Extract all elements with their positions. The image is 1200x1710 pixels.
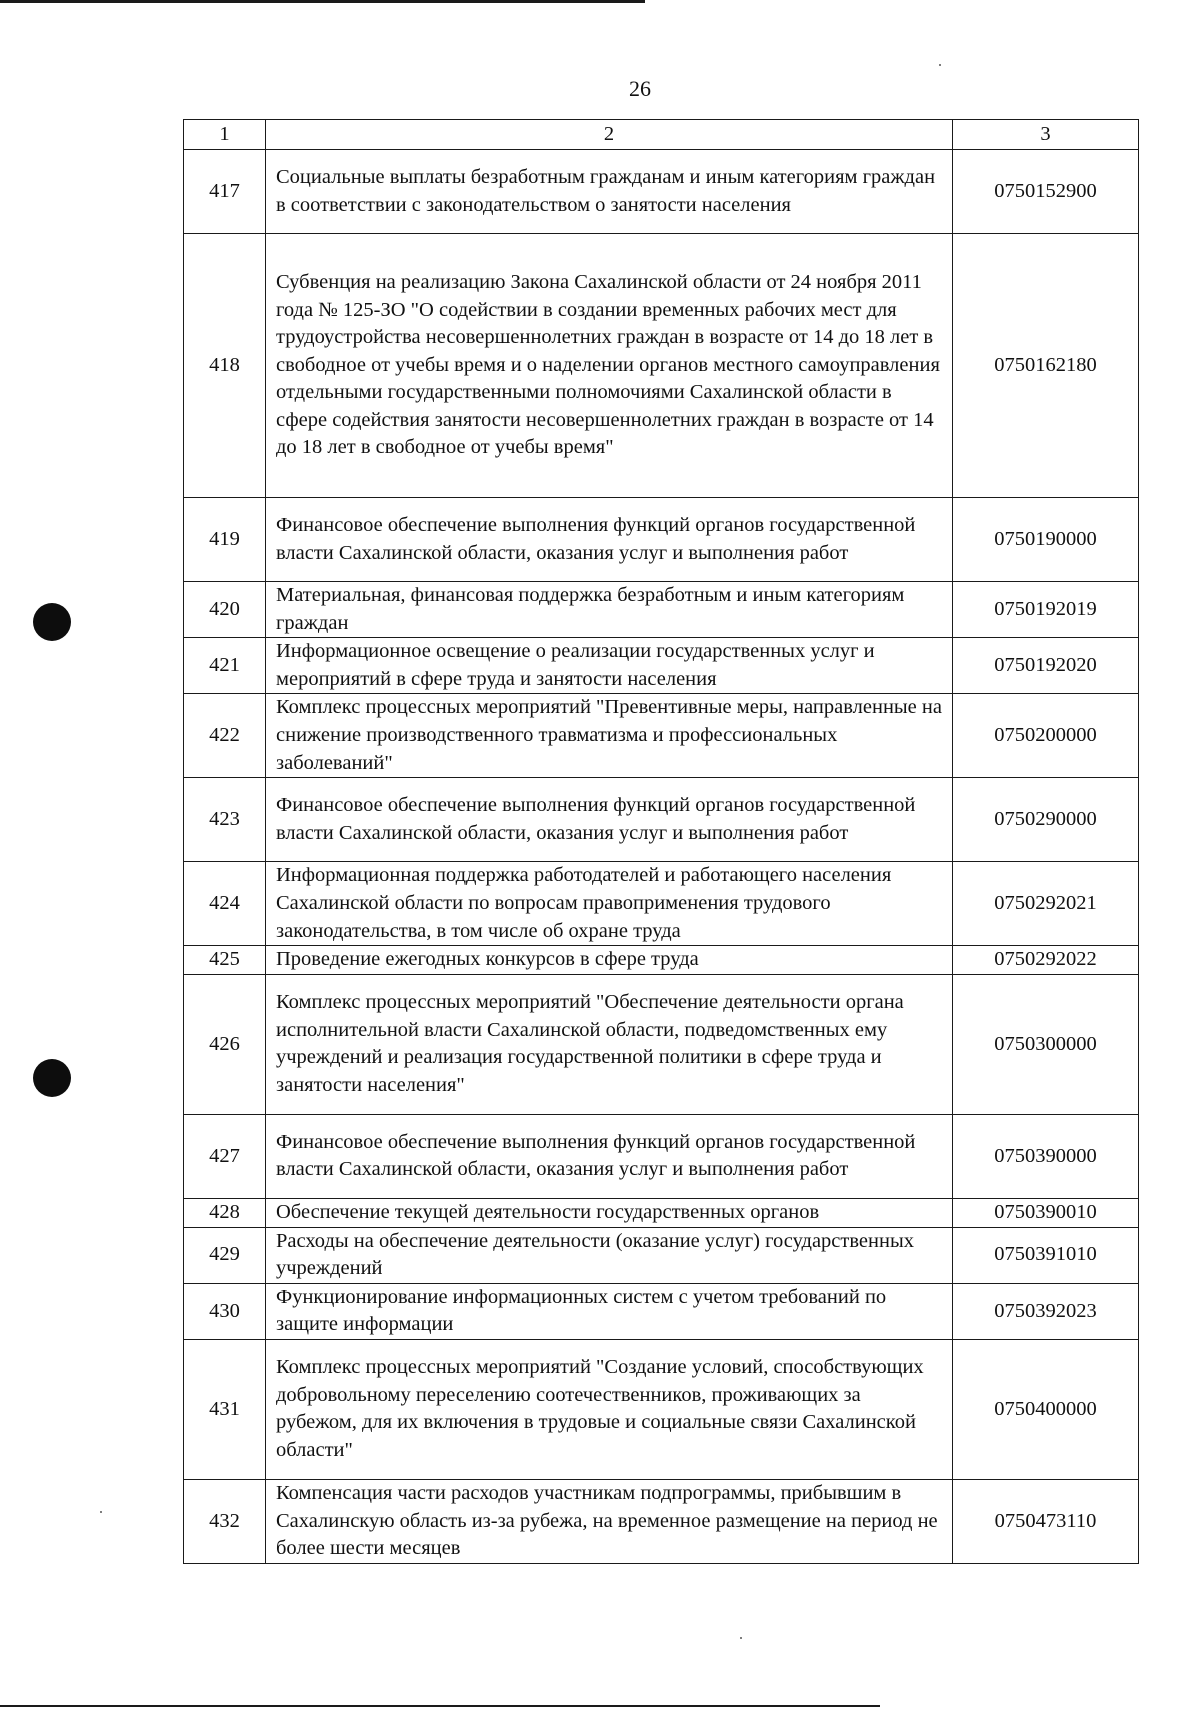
row-number-cell: 426 bbox=[184, 974, 266, 1114]
row-number-cell: 423 bbox=[184, 778, 266, 862]
row-number-cell: 420 bbox=[184, 582, 266, 638]
row-code-cell: 0750200000 bbox=[953, 694, 1139, 778]
table-row bbox=[184, 974, 1139, 1114]
row-code-cell: 0750190000 bbox=[953, 498, 1139, 582]
row-description-cell: Субвенция на реализацию Закона Сахалинской области от 24 ноября 2011 года № 125-ЗО "О содействии в создании временных рабочих мест для трудоустройства несовершеннолетних граждан в возрасте от 14 до 18 лет в свободное от учебы время и о наделении органов местного самоуправления отдельными государственными полномочиями Сахалинской области в сфере содействия занятости несовершеннолетних граждан в возрасте от 14 до 18 лет в свободное от учебы время" bbox=[266, 234, 953, 498]
table-row bbox=[184, 946, 1139, 975]
row-code-cell: 0750152900 bbox=[953, 150, 1139, 234]
table-row bbox=[184, 1339, 1139, 1479]
table-row bbox=[184, 1479, 1139, 1563]
row-description-cell: Социальные выплаты безработным гражданам и иным категориям граждан в соответствии с законодательством о занятости населения bbox=[266, 150, 953, 234]
header-row bbox=[184, 120, 1139, 150]
row-description-cell: Компенсация части расходов участникам подпрограммы, прибывшим в Сахалинскую область из-за рубежа, на временное размещение на период не более шести месяцев bbox=[266, 1479, 953, 1563]
page-number: 26 bbox=[629, 76, 651, 101]
row-code-cell: 0750192019 bbox=[953, 582, 1139, 638]
row-code-cell: 0750473110 bbox=[953, 1479, 1139, 1563]
row-code-cell: 0750400000 bbox=[953, 1339, 1139, 1479]
row-number-cell: 422 bbox=[184, 694, 266, 778]
row-code-cell: 0750162180 bbox=[953, 234, 1139, 498]
row-code-cell: 0750392023 bbox=[953, 1283, 1139, 1339]
row-number-cell: 432 bbox=[184, 1479, 266, 1563]
row-description-cell: Комплекс процессных мероприятий "Превентивные меры, направленные на снижение производственного травматизма и профессиональных заболеваний" bbox=[266, 694, 953, 778]
scan-speck bbox=[939, 64, 941, 66]
scan-speck bbox=[740, 1637, 742, 1639]
row-code-cell: 0750390010 bbox=[953, 1198, 1139, 1227]
table-row bbox=[184, 234, 1139, 498]
punch-hole-top bbox=[33, 603, 71, 641]
row-code-cell: 0750300000 bbox=[953, 974, 1139, 1114]
row-description-cell: Информационное освещение о реализации государственных услуг и мероприятий в сфере труда и занятости населения bbox=[266, 638, 953, 694]
header-col-1: 1 bbox=[184, 120, 266, 150]
row-number-cell: 417 bbox=[184, 150, 266, 234]
scan-speck bbox=[100, 1511, 102, 1513]
table-row bbox=[184, 1227, 1139, 1283]
table-row bbox=[184, 1283, 1139, 1339]
row-code-cell: 0750391010 bbox=[953, 1227, 1139, 1283]
row-description-cell: Функционирование информационных систем с учетом требований по защите информации bbox=[266, 1283, 953, 1339]
header-col-2: 2 bbox=[266, 120, 953, 150]
row-number-cell: 424 bbox=[184, 862, 266, 946]
row-description-cell: Финансовое обеспечение выполнения функций органов государственной власти Сахалинской области, оказания услуг и выполнения работ bbox=[266, 498, 953, 582]
table-row bbox=[184, 150, 1139, 234]
table-row bbox=[184, 582, 1139, 638]
row-number-cell: 419 bbox=[184, 498, 266, 582]
row-number-cell: 427 bbox=[184, 1114, 266, 1198]
row-description-cell: Комплекс процессных мероприятий "Создание условий, способствующих добровольному переселению соотечественников, проживающих за рубежом, для их включения в трудовые и социальные связи Сахалинской области" bbox=[266, 1339, 953, 1479]
row-description-cell: Обеспечение текущей деятельности государственных органов bbox=[266, 1198, 953, 1227]
row-description-cell: Материальная, финансовая поддержка безработным и иным категориям граждан bbox=[266, 582, 953, 638]
row-number-cell: 421 bbox=[184, 638, 266, 694]
table-row bbox=[184, 1114, 1139, 1198]
row-code-cell: 0750290000 bbox=[953, 778, 1139, 862]
table-row bbox=[184, 498, 1139, 582]
row-description-cell: Комплекс процессных мероприятий "Обеспечение деятельности органа исполнительной власти Сахалинской области, подведомственных ему учреждений и реализация государственной политики в сфере труда и занятости населения" bbox=[266, 974, 953, 1114]
row-number-cell: 430 bbox=[184, 1283, 266, 1339]
row-description-cell: Информационная поддержка работодателей и работающего населения Сахалинской области по вопросам правоприменения трудового законодательства, в том числе об охране труда bbox=[266, 862, 953, 946]
row-description-cell: Финансовое обеспечение выполнения функций органов государственной власти Сахалинской области, оказания услуг и выполнения работ bbox=[266, 778, 953, 862]
top-edge-line bbox=[0, 0, 645, 3]
row-code-cell: 0750390000 bbox=[953, 1114, 1139, 1198]
row-number-cell: 428 bbox=[184, 1198, 266, 1227]
row-number-cell: 425 bbox=[184, 946, 266, 975]
header-col-3: 3 bbox=[953, 120, 1139, 150]
bottom-edge-line bbox=[0, 1705, 880, 1707]
row-description-cell: Расходы на обеспечение деятельности (оказание услуг) государственных учреждений bbox=[266, 1227, 953, 1283]
punch-hole-bottom bbox=[33, 1059, 71, 1097]
classification-table bbox=[183, 119, 1139, 1564]
table-row bbox=[184, 778, 1139, 862]
row-description-cell: Финансовое обеспечение выполнения функций органов государственной власти Сахалинской области, оказания услуг и выполнения работ bbox=[266, 1114, 953, 1198]
row-code-cell: 0750292022 bbox=[953, 946, 1139, 975]
table-row bbox=[184, 1198, 1139, 1227]
row-number-cell: 418 bbox=[184, 234, 266, 498]
row-number-cell: 429 bbox=[184, 1227, 266, 1283]
row-number-cell: 431 bbox=[184, 1339, 266, 1479]
row-code-cell: 0750192020 bbox=[953, 638, 1139, 694]
row-description-cell: Проведение ежегодных конкурсов в сфере труда bbox=[266, 946, 953, 975]
table-row bbox=[184, 638, 1139, 694]
row-code-cell: 0750292021 bbox=[953, 862, 1139, 946]
table-row bbox=[184, 862, 1139, 946]
table-row bbox=[184, 694, 1139, 778]
